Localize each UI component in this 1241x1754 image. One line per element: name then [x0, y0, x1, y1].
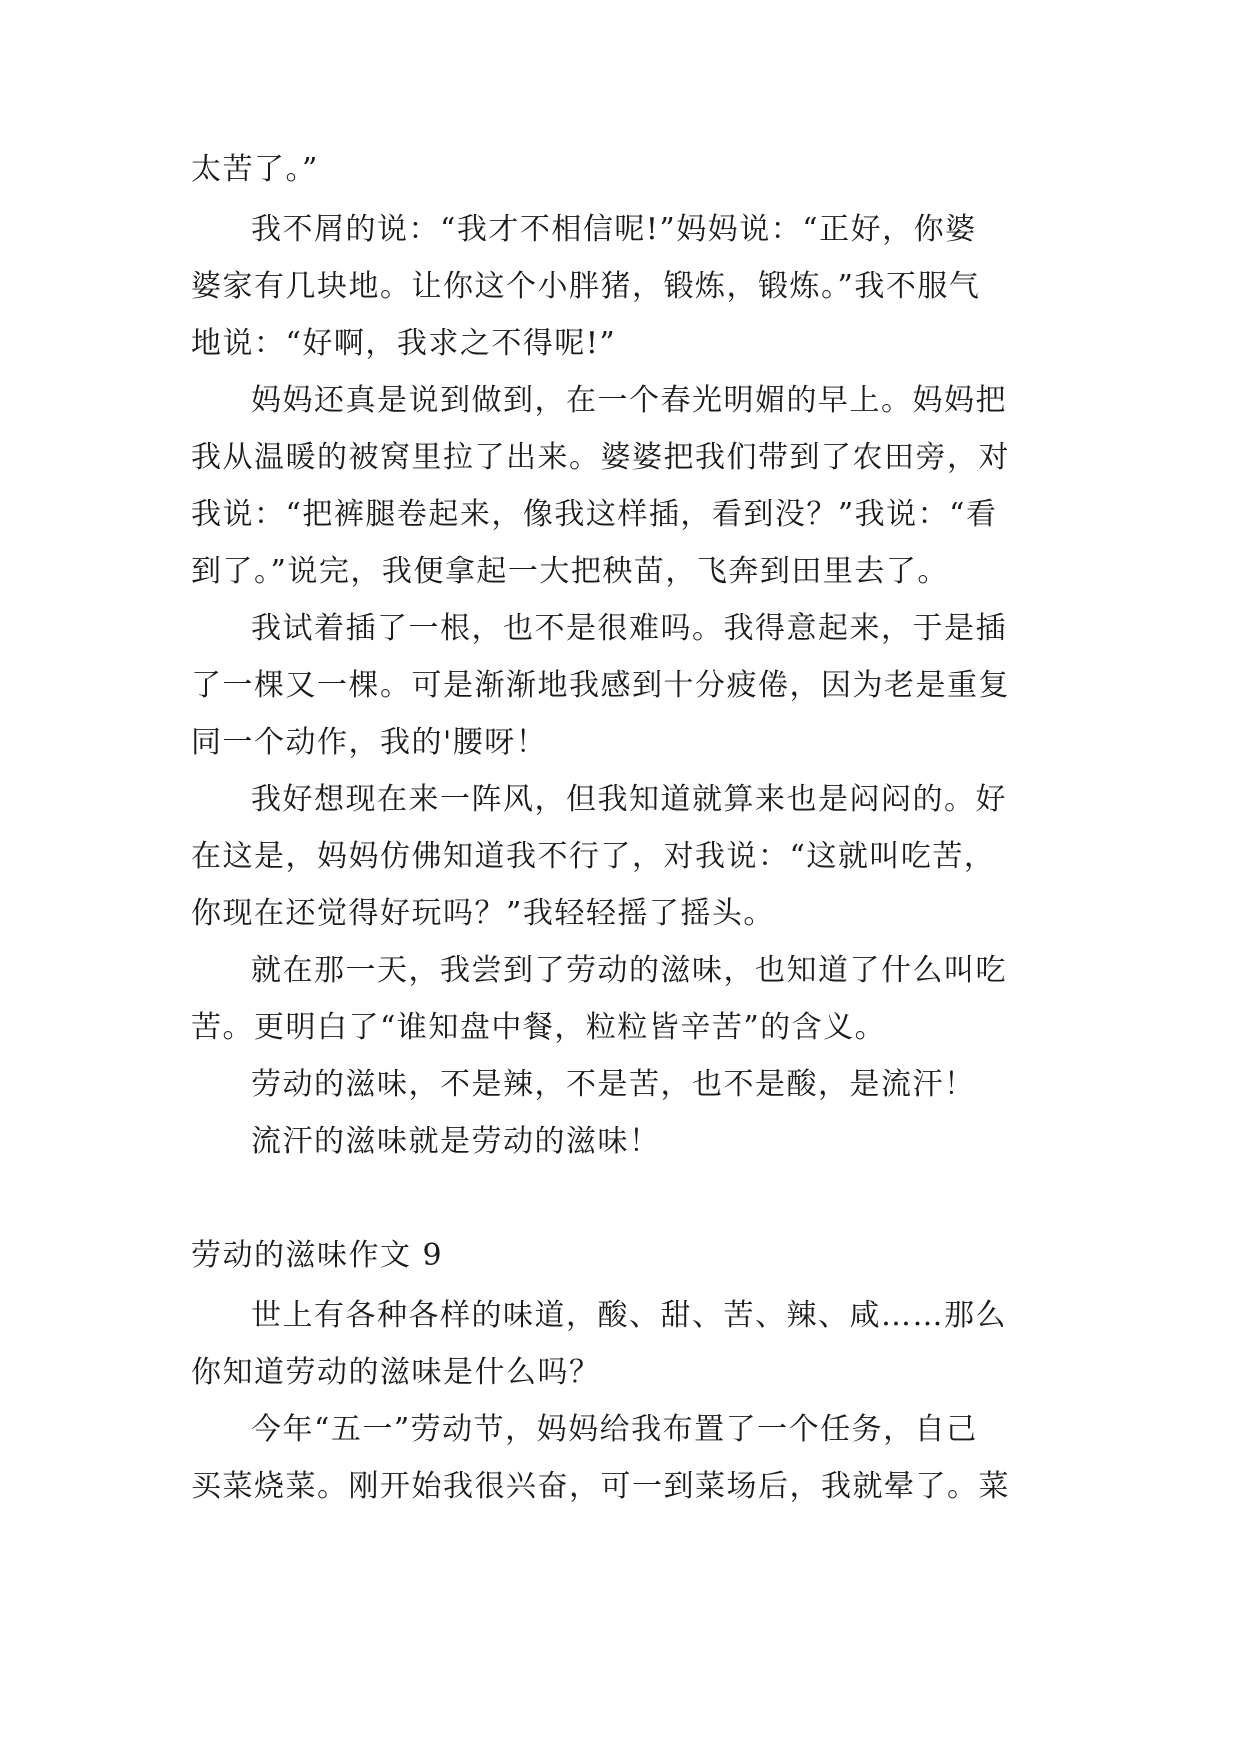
text-line: 地说：“好啊，我求之不得呢!”	[191, 326, 617, 361]
paragraph-line: 我好想现在来一阵风，但我知道就算来也是闷闷的。好	[251, 782, 1007, 817]
text-line: 在这是，妈妈仿佛知道我不行了，对我说：“这就叫吃苦，	[191, 839, 996, 874]
text-line: 同一个动作，我的'腰呀！	[191, 725, 548, 760]
text-line: 婆家有几块地。让你这个小胖猪，锻炼，锻炼。”我不服气	[191, 269, 981, 304]
section-heading: 劳动的滋味作文 9	[191, 1238, 444, 1273]
paragraph-line: 我试着插了一根，也不是很难吗。我得意起来，于是插	[251, 611, 1007, 646]
paragraph-line: 世上有各种各样的味道，酸、甜、苦、辣、咸……那么	[251, 1298, 1007, 1333]
paragraph-line: 流汗的滋味就是劳动的滋味！	[251, 1124, 661, 1159]
paragraph-line: 我不屑的说：“我才不相信呢!”妈妈说：“正好，你婆	[251, 212, 977, 247]
paragraph-line: 今年“五一”劳动节，妈妈给我布置了一个任务，自己	[251, 1412, 978, 1447]
text-line: 到了。”说完，我便拿起一大把秧苗，飞奔到田里去了。	[191, 554, 949, 589]
paragraph-line: 妈妈还真是说到做到，在一个春光明媚的早上。妈妈把	[251, 383, 1007, 418]
text-line: 你知道劳动的滋味是什么吗？	[191, 1355, 601, 1390]
text-line: 你现在还觉得好玩吗？”我轻轻摇了摇头。	[191, 896, 775, 931]
paragraph-line: 劳动的滋味，不是辣，不是苦，也不是酸，是流汗！	[251, 1067, 976, 1102]
text-line: 了一棵又一棵。可是渐渐地我感到十分疲倦，因为老是重复	[191, 668, 1010, 703]
text-line: 苦。更明白了“谁知盘中餐，粒粒皆辛苦”的含义。	[191, 1010, 887, 1045]
text-line: 我从温暖的被窝里拉了出来。婆婆把我们带到了农田旁，对	[191, 440, 1010, 475]
text-line: 买菜烧菜。刚开始我很兴奋，可一到菜场后，我就晕了。菜	[191, 1469, 1010, 1504]
text-line: 太苦了。”	[191, 152, 319, 187]
paragraph-line: 就在那一天，我尝到了劳动的滋味，也知道了什么叫吃	[251, 953, 1007, 988]
text-line: 我说：“把裤腿卷起来，像我这样插，看到没？”我说：“看	[191, 497, 998, 532]
